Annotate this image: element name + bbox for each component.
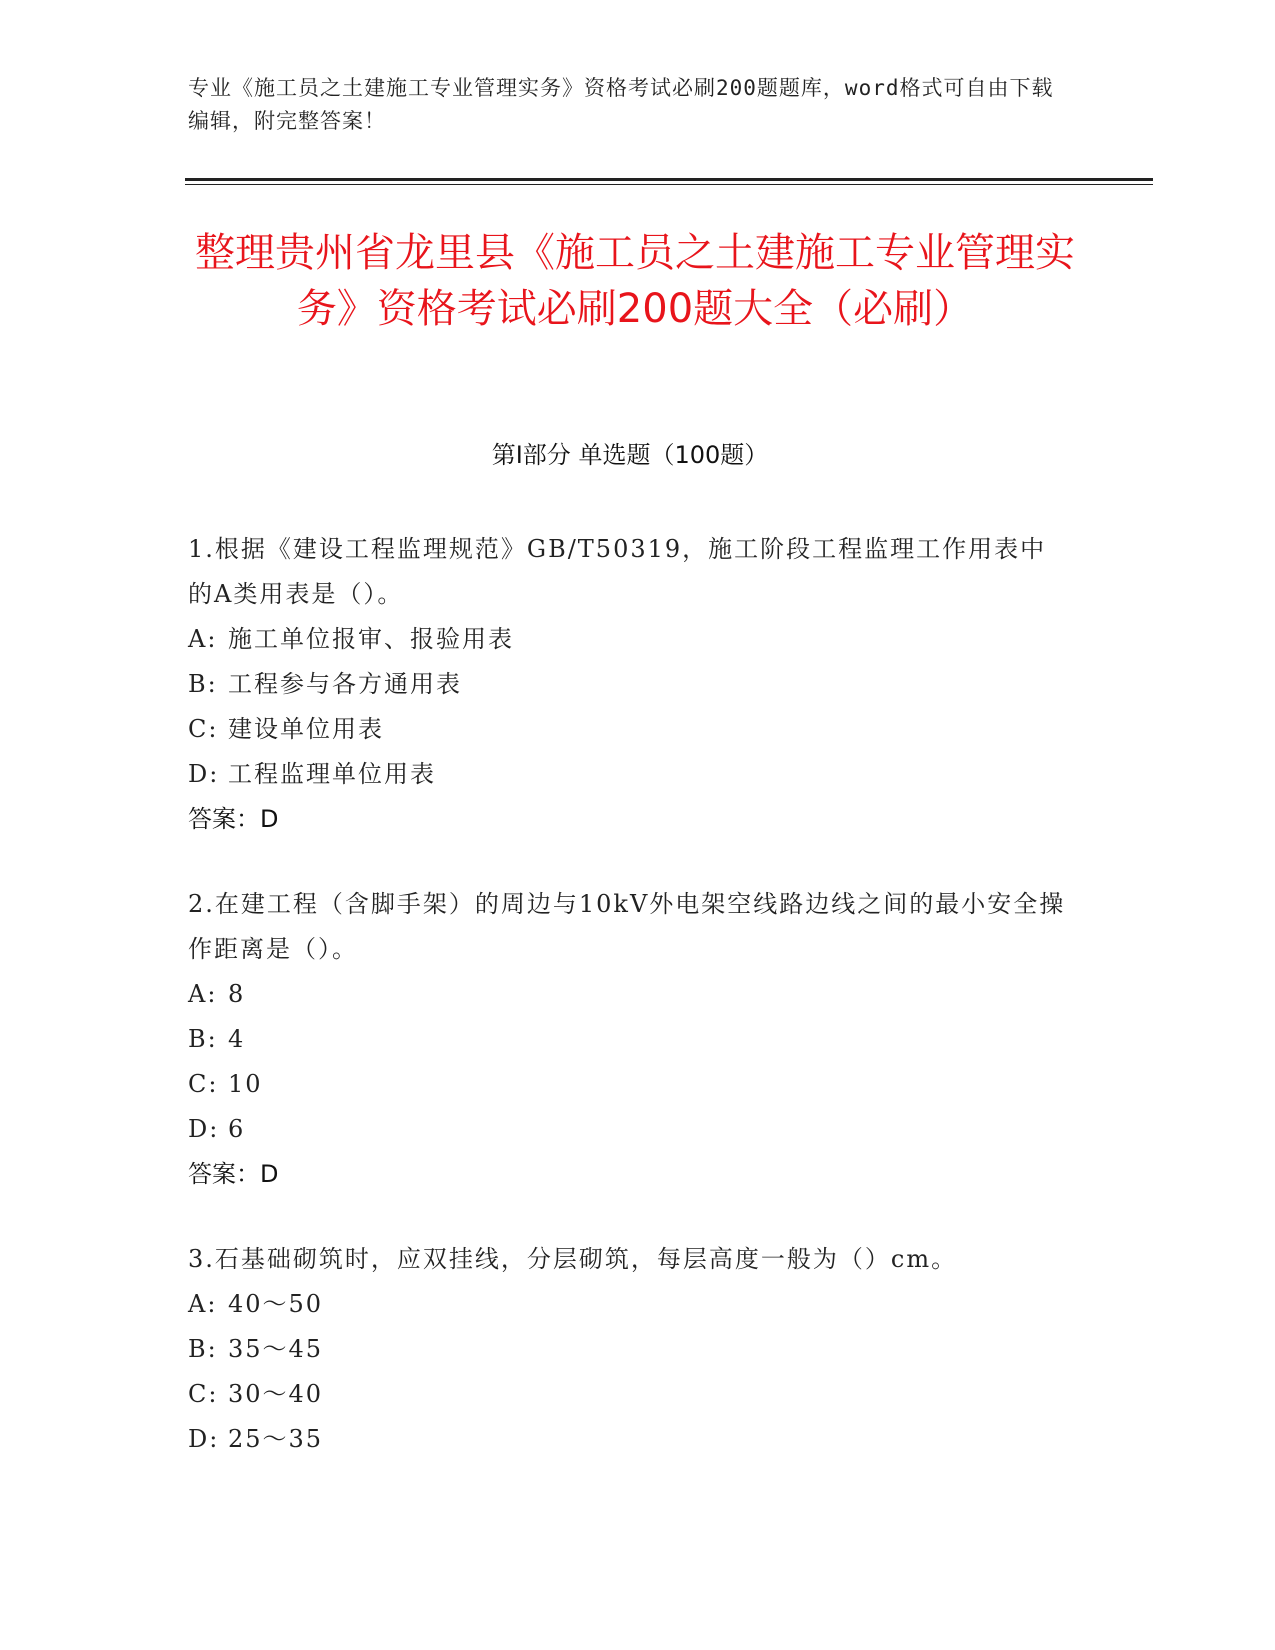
option-text: 10	[228, 1070, 263, 1098]
option-text: 6	[228, 1115, 246, 1143]
option-letter: C:	[188, 1070, 219, 1098]
option-text: 30～40	[228, 1380, 324, 1408]
header-divider-thin	[185, 184, 1153, 185]
option-b	[188, 662, 1068, 707]
option-d	[188, 1417, 1068, 1462]
question-1	[188, 527, 1068, 842]
option-a	[188, 972, 1068, 1017]
question-stem: 2.在建工程（含脚手架）的周边与10kV外电架空线路边线之间的最小安全操作距离是（）。	[188, 890, 1066, 963]
option-letter: A:	[188, 1290, 218, 1318]
option-text: 建设单位用表	[228, 715, 384, 743]
question-3	[188, 1237, 1068, 1462]
option-letter: A:	[188, 980, 218, 1008]
option-text: 施工单位报审、报验用表	[228, 625, 514, 653]
option-c	[188, 1062, 1068, 1107]
option-letter: B:	[188, 1335, 218, 1363]
option-letter: C:	[188, 1380, 219, 1408]
option-c	[188, 1372, 1068, 1417]
option-letter: D:	[188, 760, 220, 788]
option-text: 工程参与各方通用表	[228, 670, 462, 698]
option-letter: A:	[188, 625, 218, 653]
section-heading: 第Ⅰ部分 单选题（100题）	[491, 441, 769, 469]
document-title: 整理贵州省龙里县《施工员之土建施工专业管理实务》资格考试必刷200题大全（必刷）	[195, 230, 1075, 332]
option-text: 40～50	[228, 1290, 324, 1318]
option-b	[188, 1017, 1068, 1062]
header-note: 专业《施工员之土建施工专业管理实务》资格考试必刷200题题库，word格式可自由下载编辑，附完整答案！	[188, 76, 1054, 133]
option-text: 8	[228, 980, 246, 1008]
option-a	[188, 1282, 1068, 1327]
question-2	[188, 882, 1068, 1197]
option-b	[188, 1327, 1068, 1372]
option-text: 25～35	[228, 1425, 324, 1453]
option-c	[188, 707, 1068, 752]
question-stem: 3.石基础砌筑时，应双挂线，分层砌筑，每层高度一般为（）cm。	[188, 1245, 958, 1273]
option-letter: B:	[188, 670, 218, 698]
question-list	[188, 527, 1068, 1502]
option-text: 工程监理单位用表	[228, 760, 436, 788]
option-letter: D:	[188, 1425, 220, 1453]
option-d	[188, 752, 1068, 797]
answer-line: 答案：D	[188, 805, 279, 833]
question-stem: 1.根据《建设工程监理规范》GB/T50319，施工阶段工程监理工作用表中的A类用表是（）。	[188, 535, 1047, 608]
header-divider	[185, 178, 1153, 181]
option-d	[188, 1107, 1068, 1152]
option-a	[188, 617, 1068, 662]
option-letter: B:	[188, 1025, 218, 1053]
option-letter: D:	[188, 1115, 220, 1143]
answer-line: 答案：D	[188, 1160, 279, 1188]
option-letter: C:	[188, 715, 219, 743]
option-text: 4	[228, 1025, 246, 1053]
option-text: 35～45	[228, 1335, 324, 1363]
